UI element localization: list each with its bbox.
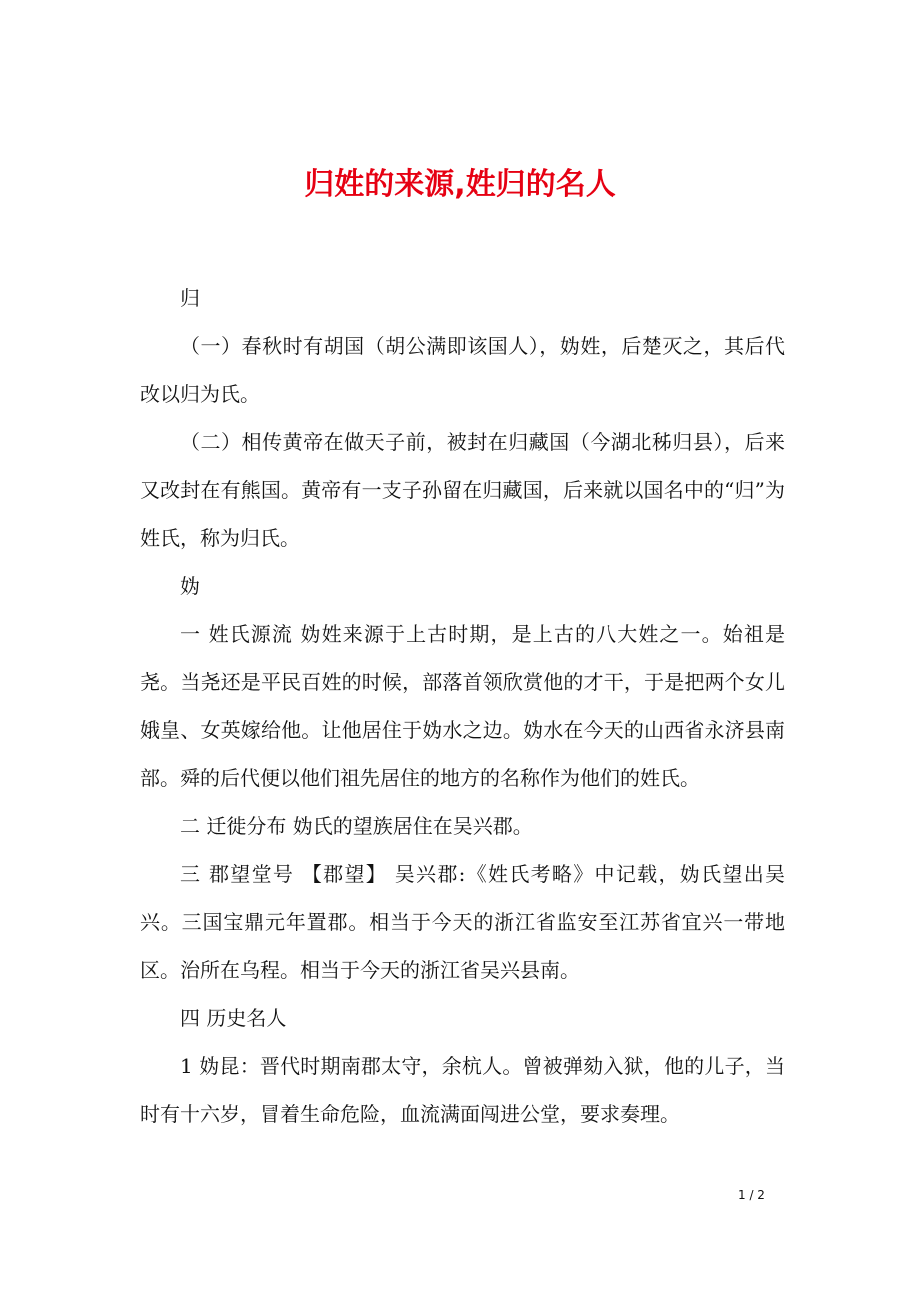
page-number: 1 / 2	[738, 1188, 765, 1202]
paragraph: 二 迁徙分布 妫氏的望族居住在吴兴郡。	[180, 814, 533, 838]
paragraph: 1 妫昆：晋代时期南郡太守，余杭人。曾被弹劾入狱，他的儿子，当时有十六岁，冒着生命危险，血流满面闯进公堂，要求奏理。	[140, 1054, 785, 1126]
paragraph: （二）相传黄帝在做天子前，被封在归藏国（今湖北秭归县），后来又改封在有熊国。黄帝有一支子孙留在归藏国，后来就以国名中的“归”为姓氏，称为归氏。	[140, 430, 785, 550]
document-body	[140, 274, 785, 1138]
paragraph: 四 历史名人	[180, 1006, 287, 1030]
paragraph: 三 郡望堂号 【郡望】 吴兴郡:《姓氏考略》中记载，妫氏望出吴兴。三国宝鼎元年置郡。相当于今天的浙江省监安至江苏省宜兴一带地区。治所在乌程。相当于今天的浙江省吴兴县南。	[140, 862, 785, 982]
section-heading-gui-surname: 妫	[180, 574, 200, 598]
section-heading-gui: 归	[180, 286, 200, 310]
page-title: 归姓的来源,姓归的名人	[304, 167, 616, 203]
paragraph: （一）春秋时有胡国（胡公满即该国人），妫姓，后楚灭之，其后代改以归为氏。	[140, 334, 785, 406]
paragraph: 一 姓氏源流 妫姓来源于上古时期，是上古的八大姓之一。始祖是尧。当尧还是平民百姓的时候，部落首领欣赏他的才干，于是把两个女儿娥皇、女英嫁给他。让他居住于妫水之边。妫水在今天的山西省永济县南部。舜的后代便以他们祖先居住的地方的名称作为他们的姓氏。	[140, 622, 785, 790]
